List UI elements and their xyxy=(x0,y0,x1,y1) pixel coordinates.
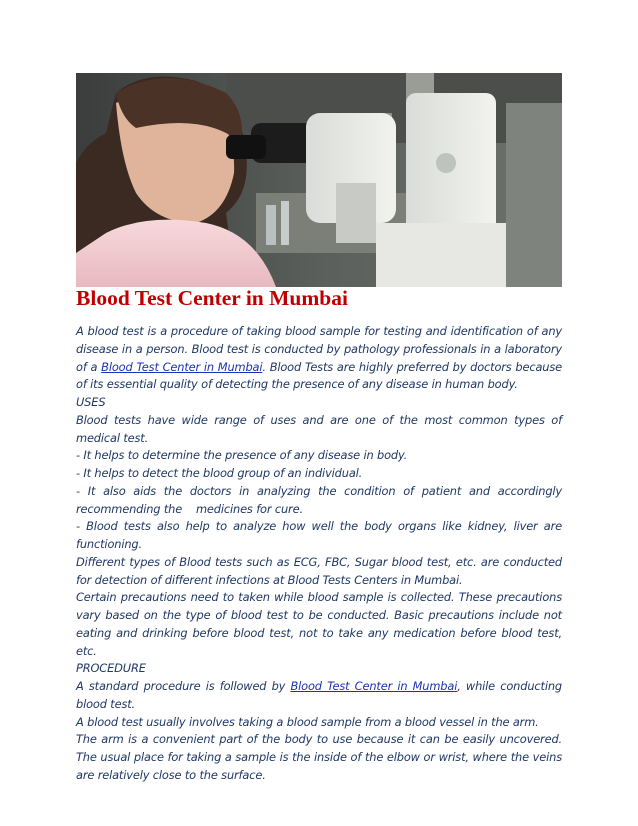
uses-item-organs: - Blood tests also help to analyze how well the body organs like kidney, liver are functioning. xyxy=(76,519,562,551)
uses-heading: USES xyxy=(76,395,106,409)
uses-item-disease: - It helps to determine the presence of any disease in body. xyxy=(76,448,408,463)
blood-test-center-link-2[interactable]: Blood Test Center in Mumbai xyxy=(290,679,458,693)
arm-paragraph: The arm is a convenient part of the body to use because it can be easily uncovered. The usual place for taking a sample is the inside of the elbow or wrist, where the veins are relatively close to the surface. xyxy=(76,732,562,782)
page-title: Blood Test Center in Mumbai xyxy=(76,286,348,310)
intro-text-start: A blood test is a procedure of taking blood sample for testing and identification of any disease in a person. Blood test is conducted by pathology professionals in a laboratory of a xyxy=(76,324,562,374)
uses-item-blood-group: - It helps to detect the blood group of an individual. xyxy=(76,466,363,480)
lab-microscope-image xyxy=(76,73,562,287)
intro-paragraph xyxy=(76,323,562,394)
vessel-paragraph: A blood test usually involves taking a blood sample from a blood vessel in the arm. xyxy=(76,714,539,729)
lab-microscope-photo xyxy=(76,73,562,287)
types-paragraph: Different types of Blood tests such as ECG, FBC, Sugar blood test, etc. are conducted for detection of different infections at Blood Tests Centers in Mumbai. xyxy=(76,554,562,587)
procedure-heading: PROCEDURE xyxy=(76,661,146,676)
procedure-text-start: A standard procedure is followed by xyxy=(76,679,291,693)
uses-paragraph: Blood tests have wide range of uses and are one of the most common types of medical test. xyxy=(76,412,562,445)
uses-item-doctors: - It also aids the doctors in analyzing the condition of patient and accordingly recommending the medicines for cure. xyxy=(76,483,566,516)
procedure-paragraph xyxy=(76,678,562,714)
intro-text-end: . Blood Tests are highly preferred by doctors because of its essential quality of detecting the presence of any disease in human body. xyxy=(76,359,563,392)
blood-test-center-link[interactable]: Blood Test Center in Mumbai xyxy=(101,359,263,374)
procedure-text-end: , while conducting blood test. xyxy=(76,679,562,711)
precautions-paragraph: Certain precautions need to taken while blood sample is collected. These precautions vary based on the type of blood test to be conducted. Basic precautions include not eating and drinking before blood test, not to take any medication before blood test, etc. xyxy=(76,590,562,658)
article-body xyxy=(76,323,566,785)
